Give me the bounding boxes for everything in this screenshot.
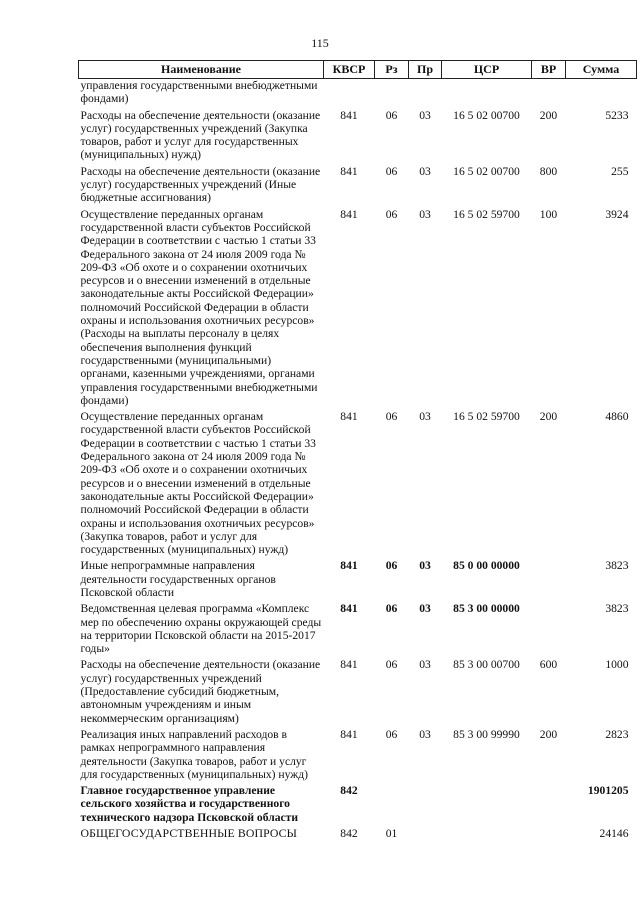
cell-sum: 4860 (605, 410, 629, 424)
cell-sum: 1000 (605, 658, 629, 672)
table-row (79, 658, 637, 727)
cell-csr (442, 79, 532, 109)
cell-name: Расходы на обеспечение деятельности (оказание услуг) государственных учреждений (Иные бюджетные ассигнования) (80, 164, 321, 205)
table-row (79, 602, 637, 658)
cell-sum: 5233 (605, 108, 629, 122)
cell-vr (532, 602, 566, 658)
cell-pr: 03 (419, 108, 431, 122)
cell-sum: 3823 (605, 602, 629, 616)
cell-name: Расходы на обеспечение деятельности (оказание услуг) государственных учреждений (Закупка товаров, работ и услуг для государственных (муниципальных) нужд) (80, 108, 321, 162)
cell-rz: 06 (385, 410, 398, 424)
cell-vr (532, 559, 566, 602)
cell-csr: 16 5 02 00700 (453, 164, 520, 178)
cell-rz: 06 (385, 658, 398, 672)
cell-kvsr (324, 79, 375, 109)
cell-csr: 85 3 00 00700 (453, 658, 520, 672)
cell-kvsr: 841 (340, 658, 358, 672)
cell-name: Реализация иных направлений расходов в рамках непрограммного направления деятельности (Закупка товаров, работ и услуг для государственных (муниципальных) нужд) (80, 727, 309, 781)
table-row (79, 784, 637, 827)
header-vr: ВР (532, 61, 566, 79)
cell-rz: 01 (385, 827, 398, 841)
cell-csr: 85 3 00 00000 (453, 602, 520, 616)
cell-sum: 24146 (599, 827, 629, 841)
cell-kvsr: 841 (340, 410, 358, 424)
header-pr: Пр (409, 61, 442, 79)
cell-vr: 800 (539, 164, 558, 178)
cell-name: Осуществление переданных органам государственной власти субъектов Российской Федерации в соответствии с частью 1 статьи 33 Федерального закона от 24 июля 2009 года № 209-ФЗ «Об охоте и о сохранении охотничьих ресурсов и о внесении изменений в отдельные законодательные акты Российской Федерации» полномочий Российской Федерации в области охраны и использования охотничьих ресурсов» (Закупка товаров, работ и услуг для государственных (муниципальных) нужд) (80, 410, 316, 557)
cell-csr (442, 784, 532, 827)
cell-csr (442, 827, 532, 843)
header-rz: Рз (375, 61, 409, 79)
table-body (79, 79, 637, 844)
cell-sum (566, 79, 637, 109)
cell-kvsr: 841 (340, 164, 358, 178)
cell-vr: 200 (539, 727, 558, 741)
cell-vr (532, 784, 566, 827)
cell-rz: 06 (385, 164, 398, 178)
table-row (79, 109, 637, 165)
table-header-row (79, 61, 637, 79)
cell-sum: 2823 (605, 727, 629, 741)
cell-vr: 100 (539, 207, 558, 221)
cell-csr: 85 0 00 00000 (453, 559, 520, 573)
page-number: 115 (311, 36, 329, 50)
cell-rz: 06 (385, 108, 398, 122)
table-row (79, 208, 637, 410)
cell-sum: 3924 (605, 207, 629, 221)
cell-pr: 03 (419, 727, 431, 741)
cell-kvsr: 841 (340, 559, 358, 573)
header-sum: Сумма (566, 61, 637, 79)
cell-vr (532, 827, 566, 843)
cell-csr: 16 5 02 59700 (453, 410, 520, 424)
cell-kvsr: 841 (340, 727, 358, 741)
cell-rz: 06 (385, 559, 398, 573)
cell-kvsr: 841 (340, 108, 358, 122)
table-row (79, 79, 637, 109)
header-kvsr: КВСР (324, 61, 375, 79)
cell-rz: 06 (385, 727, 398, 741)
cell-sum: 3823 (605, 559, 629, 573)
cell-rz (375, 79, 409, 109)
cell-pr (409, 79, 442, 109)
table-row (79, 728, 637, 784)
cell-name: Ведомственная целевая программа «Комплекс мер по обеспечению охраны окружающей среды на территории Псковской области на 2015-2017 годы» (80, 602, 322, 656)
cell-kvsr: 841 (340, 207, 358, 221)
cell-rz (375, 784, 409, 827)
header-csr: ЦСР (442, 61, 532, 79)
cell-pr (409, 827, 442, 843)
cell-name: Расходы на обеспечение деятельности (оказание услуг) государственных учреждений (Предоставление субсидий бюджетным, автономным учреждениям и иным некоммерческим организациям) (80, 658, 321, 725)
cell-csr: 16 5 02 00700 (453, 108, 520, 122)
cell-kvsr: 842 (340, 827, 358, 841)
cell-pr: 03 (419, 164, 431, 178)
cell-pr: 03 (419, 559, 431, 573)
table-row (79, 827, 637, 843)
cell-pr: 03 (419, 207, 431, 221)
cell-name: Осуществление переданных органам государственной власти субъектов Российской Федерации в соответствии с частью 1 статьи 33 Федерального закона от 24 июля 2009 года № 209-ФЗ «Об охоте и о сохранении охотничьих ресурсов и о внесении изменений в отдельные законодательные акты Российской Федерации» полномочий Российской Федерации в области охраны и использования охотничьих ресурсов» (Расходы на выплаты персоналу в целях обеспечения выполнения функций государственными (муниципальными) органами, казенными учреждениями, органами управления государственными внебюджетными фондами) (80, 207, 318, 407)
cell-pr: 03 (419, 602, 431, 616)
cell-pr: 03 (419, 658, 431, 672)
cell-pr (409, 784, 442, 827)
cell-csr: 16 5 02 59700 (453, 207, 520, 221)
cell-name: ОБЩЕГОСУДАРСТВЕННЫЕ ВОПРОСЫ (80, 826, 297, 841)
table-row (79, 410, 637, 559)
cell-vr (532, 79, 566, 109)
cell-vr: 200 (539, 108, 558, 122)
cell-sum: 255 (611, 164, 629, 178)
cell-rz: 06 (385, 207, 398, 221)
table-row (79, 165, 637, 208)
cell-csr: 85 3 00 99990 (453, 727, 520, 741)
cell-rz: 06 (385, 602, 398, 616)
table-row (79, 559, 637, 602)
cell-vr: 200 (539, 410, 558, 424)
cell-pr: 03 (419, 410, 431, 424)
cell-kvsr: 841 (340, 602, 358, 616)
cell-name: Иные непрограммные направления деятельности государственных органов Псковской области (80, 559, 276, 599)
cell-sum: 1901205 (587, 784, 629, 798)
cell-kvsr: 842 (340, 784, 358, 798)
header-name: Наименование (79, 61, 324, 79)
cell-name: Главное государственное управление сельского хозяйства и государственного технического надзора Псковской области (80, 784, 299, 824)
cell-name: управления государственными внебюджетными фондами) (80, 79, 318, 106)
budget-table (78, 60, 637, 843)
cell-vr: 600 (539, 658, 558, 672)
